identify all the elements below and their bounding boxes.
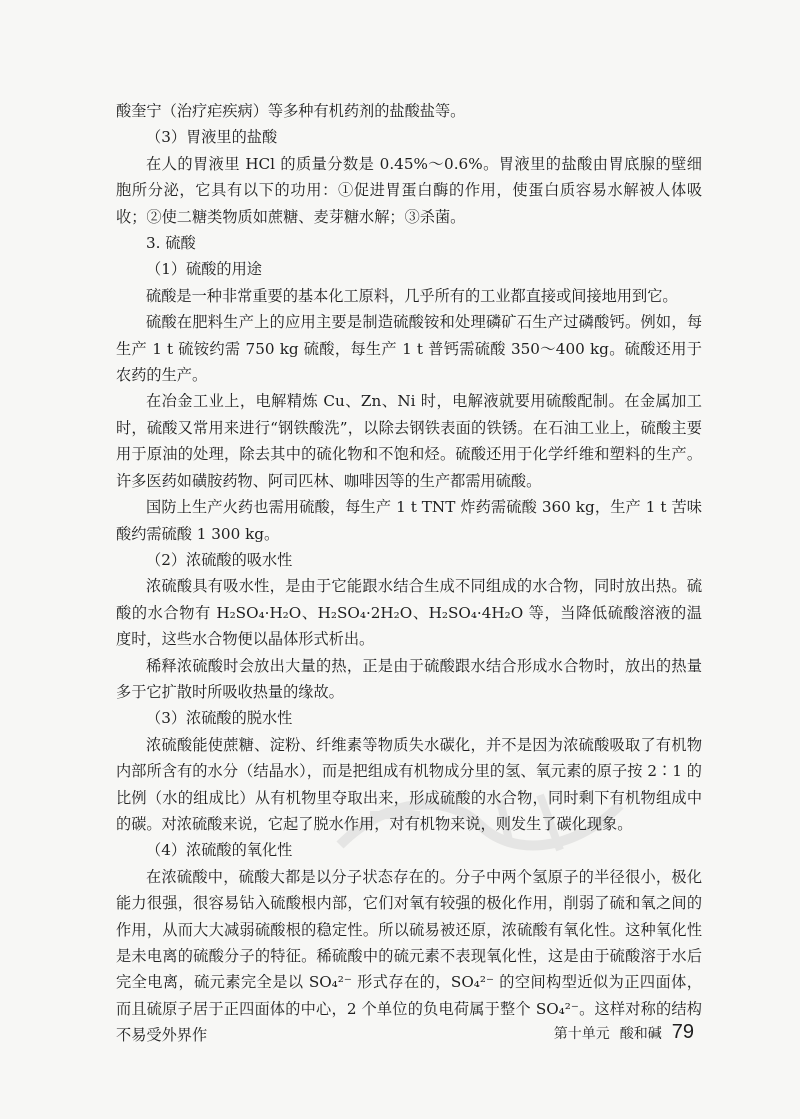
footer-chapter: 酸和碱 [619, 1026, 662, 1042]
paragraph: 国防上生产火药也需用硫酸，每生产 1 t TNT 炸药需硫酸 360 kg，生产 1 t 苦味酸约需硫酸 1 300 kg。 [116, 498, 702, 543]
body-text [116, 98, 702, 1049]
page-footer [554, 1021, 694, 1044]
section-heading: （3）胃液里的盐酸 [146, 128, 278, 147]
paragraph: 酸奎宁（治疗疟疾病）等多种有机药剂的盐酸盐等。 [116, 102, 466, 120]
section-heading: （3）浓硫酸的脱水性 [146, 709, 293, 728]
section-heading: （1）硫酸的用途 [146, 260, 262, 279]
paragraph: 硫酸在肥料生产上的应用主要是制造硫酸铵和处理磷矿石生产过磷酸钙。例如，每生产 1 t 硫铵约需 750 kg 硫酸，每生产 1 t 普钙需硫酸 350～400 kg。硫酸还用于农药的生产。 [116, 313, 702, 385]
section-heading: 3. 硫酸 [146, 234, 196, 253]
paragraph: 浓硫酸具有吸水性，是由于它能跟水结合生成不同组成的水合物，同时放出热。硫酸的水合物有 H₂SO₄·H₂O、H₂SO₄·2H₂O、H₂SO₄·4H₂O 等，当降低硫酸溶液的温度时，这些水合物便以晶体形式析出。 [116, 577, 702, 649]
section-heading: （4）浓硫酸的氧化性 [146, 841, 293, 860]
paragraph: 浓硫酸能使蔗糖、淀粉、纤维素等物质失水碳化，并不是因为浓硫酸吸取了有机物内部所含有的水分（结晶水），而是把组成有机物成分里的氢、氧元素的原子按 2∶1 的比例（水的组成比）从有机物里夺取出来，形成硫酸的水合物，同时剩下有机物组成中的碳。对浓硫酸来说，它起了脱水作用，对有机物来说，则发生了碳化现象。 [116, 735, 702, 833]
page-number: 79 [671, 1021, 694, 1043]
footer-unit: 第十单元 [553, 1026, 610, 1042]
paragraph: 在浓硫酸中，硫酸大都是以分子状态存在的。分子中两个氢原子的半径很小，极化能力很强，很容易钻入硫酸根内部，它们对氧有较强的极化作用，削弱了硫和氧之间的作用，从而大大减弱硫酸根的稳定性。所以硫易被还原，浓硫酸有氧化性。这种氧化性是未电离的硫酸分子的特征。稀硫酸中的硫元素不表现氧化性，这是由于硫酸溶于水后完全电离，硫元素完全是以 SO₄²⁻ 形式存在的，SO₄²⁻ 的空间构型近似为正四面体，而且硫原子居于正四面体的中心，2 个单位的负电荷属于整个 SO₄²⁻。这样对称的结构不易受外界作 [116, 867, 702, 1045]
paragraph: 在人的胃液里 HCl 的质量分数是 0.45%～0.6%。胃液里的盐酸由胃底腺的壁细胞所分泌，它具有以下的功用：①促进胃蛋白酶的作用，使蛋白质容易水解被人体吸收；②使二糖类物质如蔗糖、麦芽糖水解；③杀菌。 [116, 154, 702, 226]
section-heading: （2）浓硫酸的吸水性 [146, 550, 293, 569]
paragraph: 稀释浓硫酸时会放出大量的热，正是由于硫酸跟水结合形成水合物时，放出的热量多于它扩散时所吸收热量的缘故。 [116, 656, 702, 701]
paragraph: 在冶金工业上，电解精炼 Cu、Zn、Ni 时，电解液就要用硫酸配制。在金属加工时，硫酸又常用来进行“钢铁酸洗”，以除去钢铁表面的铁锈。在石油工业上，硫酸主要用于原油的处理，除去其中的硫化物和不饱和烃。硫酸还用于化学纤维和塑料的生产。许多医药如磺胺药物、阿司匹林、咖啡因等的生产都需用硫酸。 [116, 392, 702, 490]
paragraph: 硫酸是一种非常重要的基本化工原料，几乎所有的工业都直接或间接地用到它。 [146, 286, 678, 305]
